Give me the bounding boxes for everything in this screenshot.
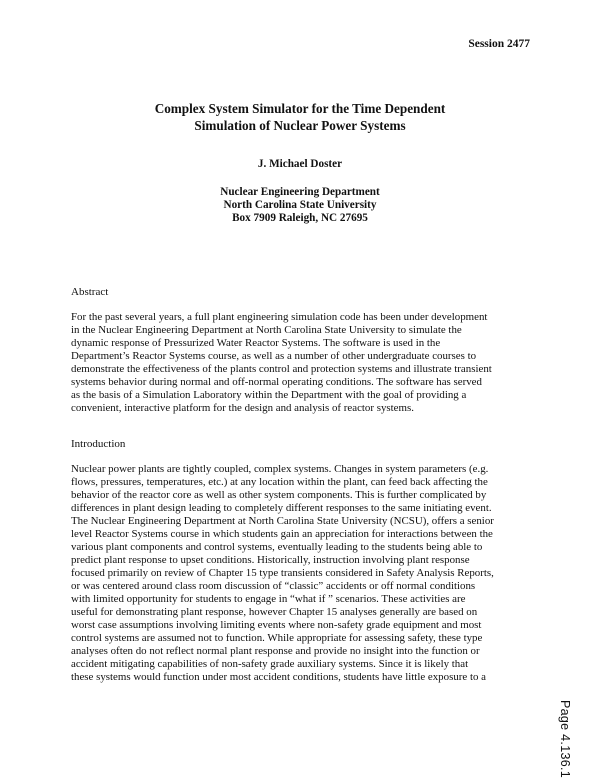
- abstract-body: [71, 311, 600, 415]
- text-line: control systems are assumed not to function. While appropriate for assessing safety, these type: [71, 632, 483, 644]
- text-line: convenient, interactive platform for the design and analysis of reactor systems.: [71, 402, 414, 414]
- text-line: or was centered around class room discussion of “classic” accidents or off normal conditions: [71, 580, 476, 592]
- text-line: Department’s Reactor Systems course, as well as a number of other undergraduate courses to: [71, 350, 477, 362]
- text-line: Nuclear power plants are tightly coupled, complex systems. Changes in system parameters (e.g.: [71, 463, 489, 475]
- text-line: demonstrate the effectiveness of the plants control and protection systems and illustrate transient: [71, 363, 492, 375]
- affiliation-line: Nuclear Engineering Department: [220, 186, 380, 198]
- text-line: behavior of the reactor core as well as other system components. This is further complicated by: [71, 489, 487, 501]
- text-line: dynamic response of Pressurized Water Reactor Systems. The software is used in the: [71, 337, 441, 349]
- text-line: For the past several years, a full plant engineering simulation code has been under development: [71, 311, 488, 323]
- text-line: focused primarily on review of Chapter 15 type transients considered in Safety Analysis Reports,: [71, 567, 494, 579]
- text-line: useful for demonstrating plant response, however Chapter 15 analyses generally are based on: [71, 606, 478, 618]
- text-line: predict plant response to upset conditions. Historically, instruction involving plant response: [71, 554, 470, 566]
- text-line: these systems would function under most accident conditions, students have little exposure to a: [71, 671, 486, 683]
- text-line: analyses often do not reflect normal plant response and provide no insight into the function or: [71, 645, 480, 657]
- author-affiliation: [0, 186, 600, 225]
- affiliation-line: North Carolina State University: [223, 199, 377, 211]
- title-line-1: Complex System Simulator for the Time Dependent: [154, 101, 446, 116]
- abstract-heading: Abstract: [71, 286, 109, 298]
- title-line-2: Simulation of Nuclear Power Systems: [194, 118, 406, 133]
- affiliation-line: Box 7909 Raleigh, NC 27695: [232, 212, 368, 224]
- text-line: as the basis of a Simulation Laboratory within the Department with the goal of providing a: [71, 389, 467, 401]
- page-number: Page 4.136.1: [558, 700, 572, 778]
- text-line: accident mitigating capabilities of non-safety grade auxiliary systems. Since it is likely that: [71, 658, 469, 670]
- introduction-heading: Introduction: [71, 438, 126, 450]
- text-line: The Nuclear Engineering Department at North Carolina State University (NCSU), offers a senior: [71, 515, 494, 527]
- introduction-body: [71, 463, 600, 684]
- author-name: J. Michael Doster: [257, 158, 343, 170]
- session-number: Session 2477: [468, 38, 530, 50]
- text-line: flows, pressures, temperatures, etc.) at any location within the plant, can feed back affecting the: [71, 476, 488, 488]
- text-line: differences in plant design leading to completely different responses to the same initiating event.: [71, 502, 492, 514]
- text-line: various plant components and control systems, eventually leading to the students being able to: [71, 541, 483, 553]
- text-line: systems behavior during normal and off-normal operating conditions. The software has served: [71, 376, 482, 388]
- text-line: level Reactor Systems course in which students gain an appreciation for interactions between the: [71, 528, 493, 540]
- text-line: with limited opportunity for students to engage in “what if ” scenarios. These activities are: [71, 593, 466, 605]
- text-line: in the Nuclear Engineering Department at North Carolina State University to simulate the: [71, 324, 462, 336]
- text-line: worst case assumptions involving limiting events where non-safety grade equipment and most: [71, 619, 482, 631]
- paper-title: [0, 100, 600, 134]
